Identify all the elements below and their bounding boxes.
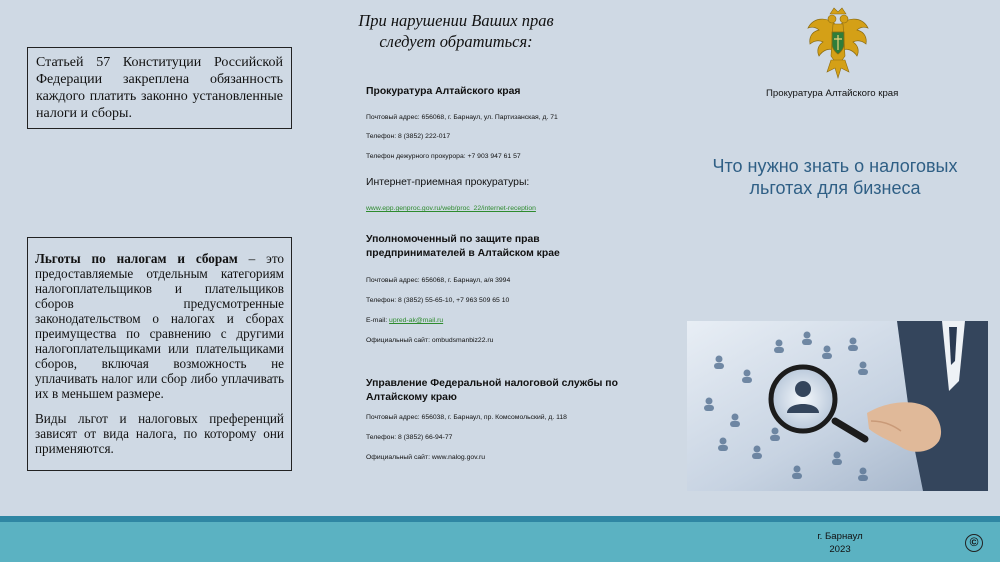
- org3-phone: Телефон: 8 (3852) 66-94-77: [366, 434, 453, 441]
- constitution-box: [27, 47, 292, 129]
- contacts-heading-line2: следует обратиться:: [379, 32, 533, 51]
- org2-address: Почтовый адрес: 656068, г. Барнаул, а/я 3994: [366, 277, 511, 284]
- org2-phone: Телефон: 8 (3852) 55-65-10, +7 963 509 65 10: [366, 297, 510, 304]
- copyright-icon: [965, 534, 983, 552]
- org1-name: Прокуратура Алтайского края: [366, 86, 521, 97]
- org3-name: [366, 377, 626, 405]
- org1-internet-link[interactable]: www.epp.genproc.gov.ru/web/proc_22/internet-reception: [366, 205, 536, 212]
- brochure-title: [690, 155, 980, 199]
- constitution-text: Статьей 57 Конституции Российской Федерации закреплена обязанность каждого платить законно установленные налоги и сборы.: [36, 55, 283, 121]
- org1-phone: Телефон: 8 (3852) 222-017: [366, 133, 451, 140]
- contacts-heading-line1: При нарушении Ваших прав: [358, 11, 554, 30]
- org3-name-line2: Алтайскому краю: [366, 392, 457, 403]
- org1-duty-phone: Телефон дежурного прокурора: +7 903 947 61 57: [366, 153, 521, 160]
- brochure-title-line2: льготах для бизнеса: [749, 178, 921, 198]
- right-org-name: Прокуратура Алтайского края: [766, 88, 899, 99]
- org2-email-label: E-mail:: [366, 317, 390, 324]
- org3-name-line1: Управление Федеральной налоговой службы по: [366, 378, 618, 389]
- org3-site: Официальный сайт: www.nalog.gov.ru: [366, 454, 485, 461]
- benefits-definition-text: – это предоставляемые отдельным категориям налогоплательщиков и плательщиков сборов предусмотренные законодательством о налогах и сборах преимущества по сравнению с другими налогоплательщиками или плательщиками сборов, включая возможность не уплачивать налог или сбор либо уплачивать их в меньшем размере.: [35, 251, 285, 401]
- org3-address: Почтовый адрес: 656038, г. Барнаул, пр. Комсомольский, д. 118: [366, 414, 567, 421]
- org2-email-link[interactable]: upred-ak@mail.ru: [389, 317, 444, 324]
- org1-internet-label: Интернет-приемная прокуратуры:: [366, 177, 530, 188]
- coat-of-arms-icon: [805, 6, 871, 82]
- benefits-term: Льготы по налогам и сборам: [35, 251, 238, 266]
- footer-city: г. Барнаул: [817, 531, 863, 542]
- org2-site: Официальный сайт: ombudsmanbiz22.ru: [366, 337, 494, 344]
- org2-name-line1: Уполномоченный по защите прав: [366, 234, 540, 245]
- org2-name: [366, 233, 626, 261]
- benefits-definition-box: [27, 237, 292, 471]
- benefits-definition: [35, 251, 284, 401]
- org1-address: Почтовый адрес: 656068, г. Барнаул, ул. Партизанская, д. 71: [366, 114, 558, 121]
- org2-email-row: [366, 316, 443, 325]
- copyright-symbol: ©: [969, 535, 979, 549]
- magnifier-people-photo: [687, 321, 988, 491]
- org2-name-line2: предпринимателей в Алтайском крае: [366, 248, 560, 259]
- contacts-heading: [336, 10, 576, 52]
- footer-year: 2023: [829, 544, 851, 555]
- footer-city-year: [790, 530, 890, 556]
- benefits-types-text: Виды льгот и налоговых преференций зависят от вида налога, по которому они применяются.: [35, 411, 284, 456]
- brochure-title-line1: Что нужно знать о налоговых: [712, 156, 958, 176]
